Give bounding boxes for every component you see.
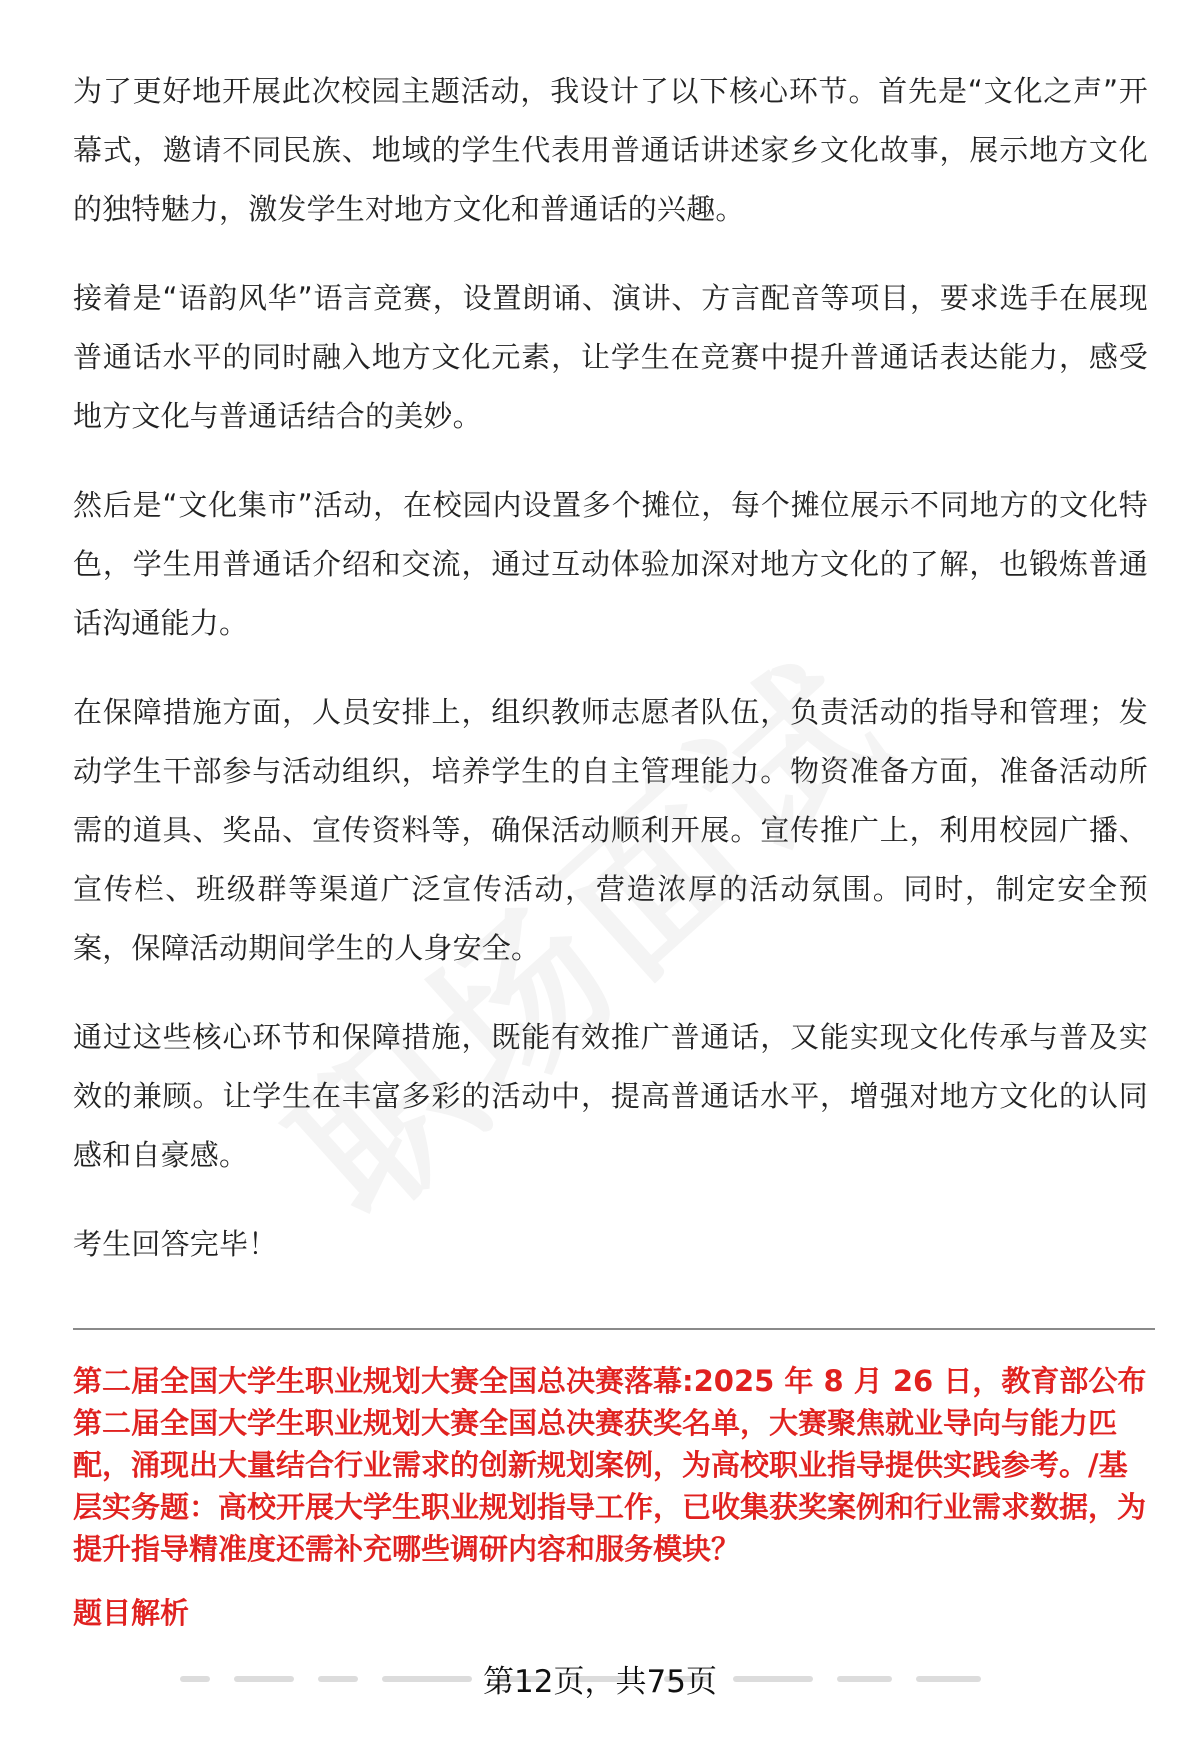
paragraph-4: 在保障措施方面，人员安排上，组织教师志愿者队伍，负责活动的指导和管理；发动学生干部参与活动组织，培养学生的自主管理能力。物资准备方面，准备活动所需的道具、奖品、宣传资料等，确保活动顺利开展。宣传推广上，利用校园广播、宣传栏、班级群等渠道广泛宣传活动，营造浓厚的活动氛围。同时，制定安全预案，保障活动期间学生的人身安全。	[73, 695, 1148, 965]
paragraph-2: 接着是“语韵风华”语言竞赛，设置朗诵、演讲、方言配音等项目，要求选手在展现普通话水平的同时融入地方文化元素，让学生在竞赛中提升普通话表达能力，感受地方文化与普通话结合的美妙。	[73, 281, 1148, 433]
paragraph-1: 为了更好地开展此次校园主题活动，我设计了以下核心环节。首先是“文化之声”开幕式，邀请不同民族、地域的学生代表用普通话讲述家乡文化故事，展示地方文化的独特魅力，激发学生对地方文化和普通话的兴趣。	[73, 74, 1148, 226]
answer-body	[73, 62, 1148, 1304]
page-number: 第12页，共75页	[483, 1664, 717, 1700]
paragraph-6-closing: 考生回答完毕！	[73, 1227, 278, 1261]
paragraph-5: 通过这些核心环节和保障措施，既能有效推广普通话，又能实现文化传承与普及实效的兼顾。让学生在丰富多彩的活动中，提高普通话水平，增强对地方文化的认同感和自豪感。	[73, 1020, 1148, 1172]
section-divider	[73, 1328, 1155, 1330]
paragraph-3: 然后是“文化集市”活动，在校园内设置多个摊位，每个摊位展示不同地方的文化特色，学生用普通话介绍和交流，通过互动体验加深对地方文化的了解，也锻炼普通话沟通能力。	[73, 488, 1148, 640]
analysis-heading: 题目解析	[73, 1596, 190, 1630]
question-text: 第二届全国大学生职业规划大赛全国总决赛落幕:2025 年 8 月 26 日，教育部公布第二届全国大学生职业规划大赛全国总决赛获奖名单，大赛聚焦就业导向与能力匹配，涌现出大量结合行业需求的创新规划案例，为高校职业指导提供实践参考。/基层实务题：高校开展大学生职业规划指导工作，已收集获奖案例和行业需求数据，为提升指导精准度还需补充哪些调研内容和服务模块？	[73, 1364, 1147, 1566]
